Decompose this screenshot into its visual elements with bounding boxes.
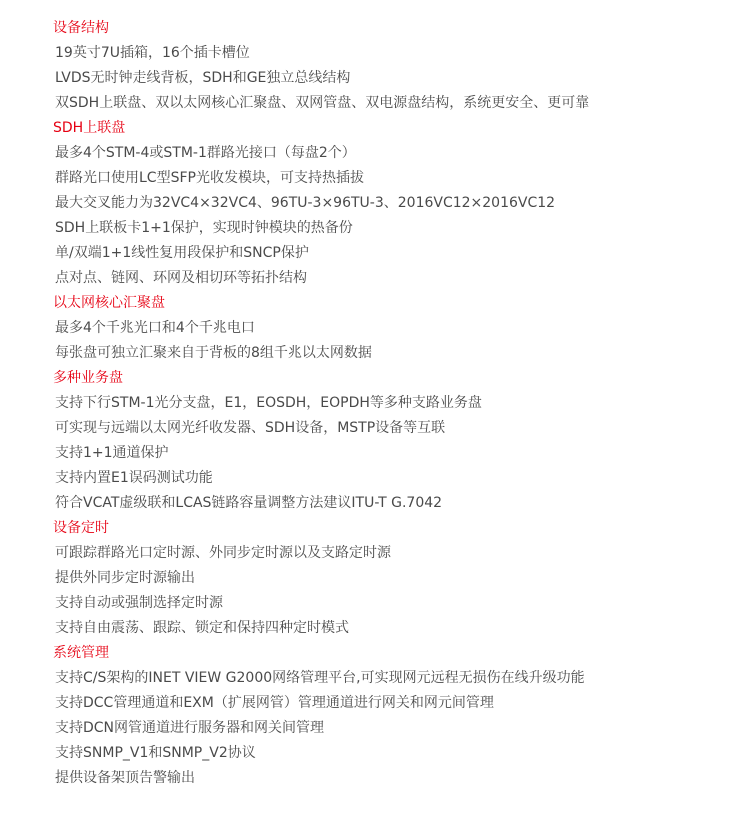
- spec-item: SDH上联板卡1+1保护，实现时钟模块的热备份: [55, 220, 353, 236]
- section-service-cards: [0, 366, 750, 516]
- spec-item: 支持1+1通道保护: [55, 445, 169, 461]
- section-heading: 多种业务盘: [53, 370, 123, 386]
- spec-item: 支持DCC管理通道和EXM（扩展网管）管理通道进行网关和网元间管理: [55, 695, 494, 711]
- section-ethernet-core: [0, 291, 750, 366]
- section-sdh-uplink: [0, 116, 750, 291]
- section-heading: SDH上联盘: [53, 120, 126, 136]
- spec-item: LVDS无时钟走线背板，SDH和GE独立总线结构: [55, 70, 351, 86]
- spec-item: 支持C/S架构的INET VIEW G2000网络管理平台,可实现网元远程无损伤在线升级功能: [55, 670, 585, 686]
- spec-item: 点对点、链网、环网及相切环等拓扑结构: [55, 270, 307, 286]
- spec-item: 最多4个千兆光口和4个千兆电口: [55, 320, 255, 336]
- spec-item: 每张盘可独立汇聚来自于背板的8组千兆以太网数据: [55, 345, 372, 361]
- spec-item: 可跟踪群路光口定时源、外同步定时源以及支路定时源: [55, 545, 391, 561]
- spec-item: 最多4个STM-4或STM-1群路光接口（每盘2个）: [55, 145, 356, 161]
- spec-item: 支持内置E1误码测试功能: [55, 470, 213, 486]
- spec-item: 可实现与远端以太网光纤收发器、SDH设备，MSTP设备等互联: [55, 420, 446, 436]
- spec-document: [0, 16, 750, 791]
- spec-item: 19英寸7U插箱，16个插卡槽位: [55, 45, 250, 61]
- section-heading: 系统管理: [53, 645, 109, 661]
- spec-item: 支持SNMP_V1和SNMP_V2协议: [55, 745, 256, 761]
- section-device-structure: [0, 16, 750, 116]
- spec-item: 群路光口使用LC型SFP光收发模块，可支持热插拔: [55, 170, 364, 186]
- spec-item: 最大交叉能力为32VC4×32VC4、96TU-3×96TU-3、2016VC12×2016VC12: [55, 195, 556, 211]
- spec-item: 符合VCAT虚级联和LCAS链路容量调整方法建议ITU-T G.7042: [55, 495, 443, 511]
- spec-item: 支持自动或强制选择定时源: [55, 595, 223, 611]
- spec-item: 支持下行STM-1光分支盘，E1，EOSDH，EOPDH等多种支路业务盘: [55, 395, 482, 411]
- spec-item: 提供设备架顶告警输出: [55, 770, 195, 786]
- section-heading: 以太网核心汇聚盘: [53, 295, 165, 311]
- section-system-management: [0, 641, 750, 791]
- spec-item: 提供外同步定时源输出: [55, 570, 195, 586]
- section-heading: 设备定时: [53, 520, 109, 536]
- section-heading: 设备结构: [53, 20, 109, 36]
- section-timing: [0, 516, 750, 641]
- spec-item: 支持自由震荡、跟踪、锁定和保持四种定时模式: [55, 620, 349, 636]
- spec-item: 双SDH上联盘、双以太网核心汇聚盘、双网管盘、双电源盘结构，系统更安全、更可靠: [55, 95, 590, 111]
- spec-item: 单/双端1+1线性复用段保护和SNCP保护: [55, 245, 309, 261]
- spec-item: 支持DCN网管通道进行服务器和网关间管理: [55, 720, 325, 736]
